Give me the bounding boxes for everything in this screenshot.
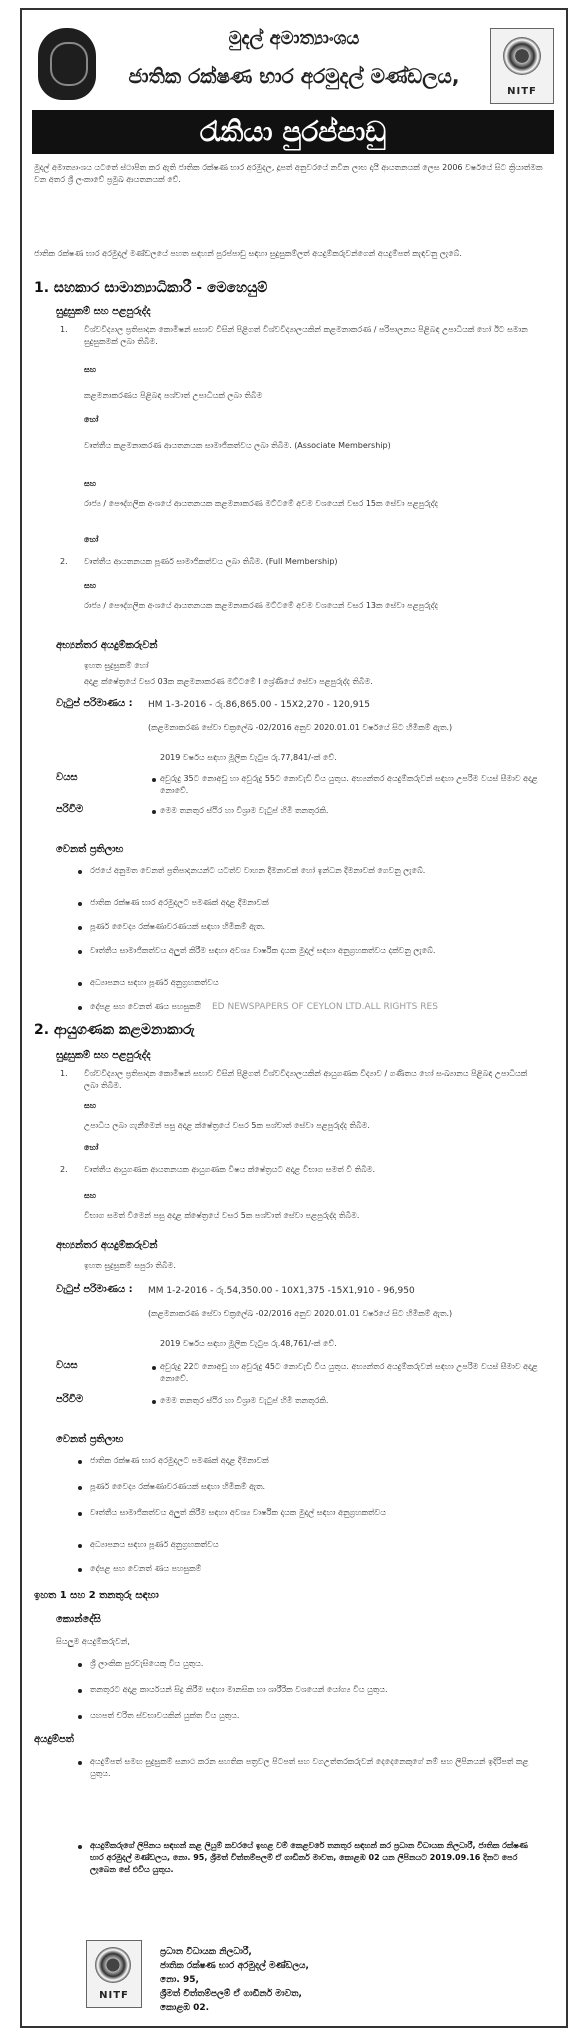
section-2-title: 2. ආයුගණක කළමනාකාරු	[34, 1022, 195, 1038]
bullet-icon	[78, 902, 82, 906]
salary-basic: 2019 වර්ෂය සඳහා මූලික වැටුප රු.77,841/-ක් වේ.	[160, 753, 337, 762]
common-title: ඉහත 1 සහ 2 තනතුරු සඳහා	[34, 1590, 159, 1601]
internal-applicants-text: අදාළ ක්ෂේත්‍රයේ වසර 03ක කළමනාකරණ මට්ටමේ I ශ්‍රේණියේ සේවා පළපුරුද්ද තිබීම.	[84, 677, 373, 686]
internal-applicants-title: අභ්‍යන්තර අයදුම්කරුවන්	[56, 1240, 158, 1251]
age-label: වයස	[56, 772, 78, 783]
benefit-item: අධ්‍යාපනය සඳහා පූර්ණ අනුග්‍රහකත්වය	[90, 978, 219, 987]
salary-label: වැටුප් පරිමාණය :	[56, 698, 133, 709]
qualification-text: රාජ්‍ය / පෞද්ගලික අංශයේ ආයතනයක කළමනාකරණ මට්ටමේ අවම වශයෙන් වසර 13ක සේවා පළපුරුද්ද	[84, 601, 438, 610]
benefit-item: පූර්ණ වෛද්‍ය රක්ෂණාවරණයක් සඳහා හිමිකම් ඇත.	[90, 922, 266, 931]
qualification-text: උපාධිය ලබා ගැනීමෙන් පසු අදාළ ක්ෂේත්‍රයේ වසර 5ක පශ්චාත් සේවා පළපුරුද්ද තිබීම.	[84, 1121, 370, 1130]
bullet-icon	[78, 1486, 82, 1490]
age-text: අවුරුදු 22ට නොඅඩු හා අවුරුදු 45ට නොවැඩි විය යුතුය. අභ්‍යන්තර අයදුම්කරුවන් සඳහා උපරිම වයස් සීමාව අදාළ නොවේ.	[160, 1362, 538, 1383]
logo-text: NITF	[99, 1990, 129, 2001]
section-1-qual-title: සුදුසුකම් සහ පළපුරුද්ද	[56, 306, 151, 317]
benefit-item: වෘත්තීය සාමාජිකත්වය අලුත් කිරීම සඳහා අවශ්‍ය වාර්ෂික දායක මුදල් සඳහා අනුග්‍රහකත්වය දක්වනු ලැබේ.	[90, 946, 436, 955]
bullet-icon	[78, 1544, 82, 1548]
salary-label: වැටුප් පරිමාණය :	[56, 1284, 133, 1295]
item-number: 1.	[60, 1069, 68, 1078]
bullet-icon	[78, 1845, 82, 1849]
benefit-item: පූර්ණ වෛද්‍ය රක්ෂණාවරණයක් සඳහා හිමිකම් ඇත.	[90, 1482, 266, 1491]
connector-or: හෝ	[84, 1143, 99, 1152]
bullet-icon	[78, 1689, 82, 1693]
probation-text: මෙම තනතුර ස්ථිර හා විශ්‍රාම වැටුප් හිමි තනතුරකි.	[160, 1396, 329, 1405]
salary-note: (කළමනාකරණ සේවා චක්‍රලේඛ -02/2016 අනුව 2020.01.01 වර්ෂයේ සිට හිමිකම් ඇත.)	[148, 1309, 453, 1318]
bullet-icon	[78, 950, 82, 954]
qualification-text: විභාග සමත් වීමෙන් පසු අදාළ ක්ෂේත්‍රයේ වසර 5ක පශ්චාත් සේවා පළපුරුද්ද තිබීම.	[84, 1211, 360, 1220]
item-number: 2.	[60, 557, 68, 566]
ministry-name: මුදල් අමාත්‍යාංශය	[228, 28, 360, 49]
conditions-title: කොන්දේසි	[56, 1614, 101, 1625]
application-address-text: අයදුම්කරුගේ ලිපිනය සඳහන් කළ ලියුම් කවරයේ ඉහළ වම් කෙළවරේ තනතුර සඳහන් කර ප්‍රධාන විධායක නිලධාරී, ජාතික රක්ෂණ භාර අරමුදල් මණ්ඩලය, නො. 95, ශ්‍රීමත් චිත්තම්පලම් ඒ ගාඩිනර් මාවත, කොළඹ 02 යන ලිපිනයට 2019.09.16 දිනට පෙර ලැබෙන සේ එවිය යුතුය.	[90, 1841, 528, 1874]
bullet-icon	[78, 1460, 82, 1464]
salary-scale: MM 1-2-2016 - රු.54,350.00 - 10X1,375 -15X1,910 - 96,950	[148, 1286, 415, 1296]
connector-and: සහ	[84, 581, 97, 590]
watermark: ED NEWSPAPERS OF CEYLON LTD.ALL RIGHTS RES	[212, 1002, 438, 1012]
qualification-text: වෘත්තීය ආයුගණක ආයතනයක ආයුගණක විෂය ක්ෂේත්‍රයට අදාළ විභාග සමත් වී තිබීම.	[84, 1165, 376, 1174]
probation-label: පරිවීම	[56, 804, 84, 815]
item-number: 2.	[60, 1165, 68, 1174]
bullet-icon	[78, 1663, 82, 1667]
logo-text: NITF	[507, 86, 537, 97]
qualification-text: වෘත්තීය කළමනාකරණ ආයතනයක සාමාජිකත්වය ලබා තිබීම. (Associate Membership)	[84, 441, 391, 450]
benefit-item: රජයේ අනුමත වෙනත් ප්‍රතිපාදනයන්ට යටත්ව වාහන දීමනාවක් හෝ ඉන්ධන දීමනාවක් ගෙවනු ලැබේ.	[90, 866, 426, 875]
sri-lanka-emblem-icon	[38, 28, 96, 100]
footer-nitf-logo-icon	[86, 1940, 142, 2008]
benefit-item: ජාතික රක්ෂණ භාර අරමුදලට පමණක් අදාළ දීමනාවක්	[90, 1456, 269, 1465]
bullet-icon	[78, 1715, 82, 1719]
probation-label: පරිවීම	[56, 1394, 84, 1405]
footer-line: නො. 95,	[160, 1975, 199, 1985]
salary-basic: 2019 වර්ෂය සඳහා මූලික වැටුප රු.48,761/-ක් වේ.	[160, 1339, 337, 1348]
bullet-icon	[78, 1006, 82, 1010]
conditions-intro: සියලුම අයදුම්කරුවන්,	[56, 1637, 130, 1646]
connector-and: සහ	[84, 479, 97, 488]
section-2-qual-title: සුදුසුකම් සහ පළපුරුද්ද	[56, 1050, 151, 1061]
bullet-icon	[78, 1761, 82, 1765]
connector-or: හෝ	[84, 415, 99, 424]
benefit-item: වෘත්තීය සාමාජිකත්වය අලුත් කිරීම සඳහා අවශ්‍ය වාර්ෂික දායක මුදල් සඳහා අනුග්‍රහකත්වය	[90, 1508, 387, 1517]
benefit-item: ජාතික රක්ෂණ භාර අරමුදලට පමණක් අදාළ දීමනාවක්	[90, 898, 269, 907]
connector-and: සහ	[84, 365, 97, 374]
condition-item: ශ්‍රී ලාංකික පුරවැසියෙකු විය යුතුය.	[90, 1659, 204, 1668]
bullet-icon	[78, 982, 82, 986]
bullet-icon	[152, 1366, 156, 1370]
connector-or: හෝ	[84, 535, 99, 544]
footer-line: ප්‍රධාන විධායක නිලධාරී,	[160, 1947, 252, 1957]
probation-text: මෙම තනතුර ස්ථිර හා විශ්‍රාම වැටුප් හිමි තනතුරකි.	[160, 806, 329, 815]
benefit-item: දේපළ සහ වෙනත් ණය පහසුකම්	[90, 1002, 202, 1011]
bullet-icon	[78, 870, 82, 874]
qualification-text: වෘත්තීය ආයතනයක පූර්ණ සාමාජිකත්වය ලබා තිබීම. (Full Membership)	[84, 557, 338, 566]
application-text: අයදුම්පත් සමඟ සුදුසුකම් සනාථ කරන සහතික පත්‍රවල පිටපත් සහ වගඋත්තරකරුවන් දෙදෙනෙකුගේ නම් සහ ලිපිනයන් ඉදිරිපත් කළ යුතුය.	[90, 1757, 529, 1778]
bullet-icon	[152, 778, 156, 782]
qualification-text: විශ්වවිද්‍යාල ප්‍රතිපාදන කොමිෂන් සභාව විසින් පිළිගත් විශ්වවිද්‍යාලයකින් ආයුගණක විද්‍යාව / ගණිතය හෝ සංඛ්‍යානය පිළිබඳ උපාධියක් ලබා තිබීම.	[84, 1069, 528, 1090]
benefits-title: වෙනත් ප්‍රතිලාභ	[56, 844, 124, 855]
benefit-item: දේපළ සහ වෙනත් ණය පහසුකම්	[90, 1564, 202, 1573]
condition-item: තනතුරට අදාළ කාර්යයන් සිදු කිරීම සඳහා මානසික හා ශාරීරික වශයෙන් යෝග්‍ය විය යුතුය.	[90, 1685, 388, 1694]
footer-line: කොළඹ 02.	[160, 2003, 210, 2013]
page-title: රැකියා පුරප්පාඩු	[32, 110, 554, 154]
applications-title: අයදුම්පත්	[34, 1734, 74, 1745]
salary-scale: HM 1-3-2016 - රු.86,865.00 - 15X2,270 - 120,915	[148, 700, 370, 710]
qualification-text: කළමනාකරණය පිළිබඳ පශ්චාත් උපාධියක් ලබා තිබීම	[84, 391, 263, 400]
condition-item: යහපත් චරිත ස්වභාවයකින් යුක්ත විය යුතුය.	[90, 1711, 240, 1720]
internal-applicants-text: ඉහත සුදුසුකම් සපුරා තිබීම.	[84, 1261, 176, 1270]
internal-applicants-text: ඉහත සුදුසුකම් හෝ	[84, 661, 149, 670]
benefits-title: වෙනත් ප්‍රතිලාභ	[56, 1434, 124, 1445]
benefit-item: අධ්‍යාපනය සඳහා පූර්ණ අනුග්‍රහකත්වය	[90, 1540, 219, 1549]
bullet-icon	[78, 926, 82, 930]
age-label: වයස	[56, 1360, 78, 1371]
intro-paragraph: මුදල් අමාත්‍යාංශය යටතේ ස්ථාපිත කර ඇති ජාතික රක්ෂණ භාර අරමුදල, දූපත් අනුවරයේ නවීන ලාභ දායී ආයතනයක් ලෙස 2006 වර්ෂයේ සිට ක්‍රියාත්මක වන අතර ශ්‍රී ලංකාවේ ප්‍රමුඛ ආයතනයක් වේ.	[34, 163, 543, 184]
footer-line: ජාතික රක්ෂණ භාර අරමුදල් මණ්ඩලය,	[160, 1961, 309, 1971]
intro-paragraph-2: ජාතික රක්ෂණ භාර අරමුදල් මණ්ඩලයේ පහත සඳහන් පුරප්පාඩු සඳහා සුදුසුකම්ලත් අයදුම්කරුවන්ගෙන් අයදුම්පත් කැඳවනු ලැබේ.	[34, 249, 462, 258]
bullet-icon	[152, 1400, 156, 1404]
salary-note: (කළමනාකරණ සේවා චක්‍රලේඛ -02/2016 අනුව 2020.01.01 වර්ෂයේ සිට හිමිකම් ඇත.)	[148, 723, 453, 732]
section-1-title: 1. සහකාර සාමාන්‍යාධිකාරී - මෙහෙයුම්	[34, 280, 268, 296]
item-number: 1.	[60, 325, 68, 334]
bullet-icon	[152, 810, 156, 814]
flower-icon	[503, 37, 541, 75]
qualification-text: රාජ්‍ය / පෞද්ගලික අංශයේ ආයතනයක කළමනාකරණ මට්ටමේ අවම වශයෙන් වසර 15ක සේවා පළපුරුද්ද	[84, 499, 438, 508]
bullet-icon	[78, 1568, 82, 1572]
footer-line: ශ්‍රීමත් චිත්තම්පලම් ඒ ගාඩිනර් මාවත,	[160, 1989, 302, 1999]
internal-applicants-title: අභ්‍යන්තර අයදුම්කරුවන්	[56, 640, 158, 651]
board-name: ජාතික රක්ෂණ භාර අරමුදල් මණ්ඩලය,	[128, 64, 460, 88]
age-text: අවුරුදු 35ට නොඅඩු හා අවුරුදු 55ට නොවැඩි විය යුතුය. අභ්‍යන්තර අයදුම්කරුවන් සඳහා උපරිම වයස් සීමාව අදාළ නොවේ.	[160, 774, 538, 795]
connector-and: සහ	[84, 1191, 97, 1200]
nitf-logo-icon	[490, 28, 554, 104]
header	[20, 10, 568, 110]
qualification-text: විශ්වවිද්‍යාල ප්‍රතිපාදන කොමිෂන් සභාව විසින් පිළිගත් විශ්වවිද්‍යාලයකින් කළමනාකරණ / පරිපාලනය පිළිබඳ උපාධියක් හෝ ඊට සමාන සුදුසුකමක් ලබා තිබීම.	[84, 325, 528, 346]
flower-icon	[95, 1947, 131, 1983]
connector-and: සහ	[84, 1101, 97, 1110]
bullet-icon	[78, 1512, 82, 1516]
